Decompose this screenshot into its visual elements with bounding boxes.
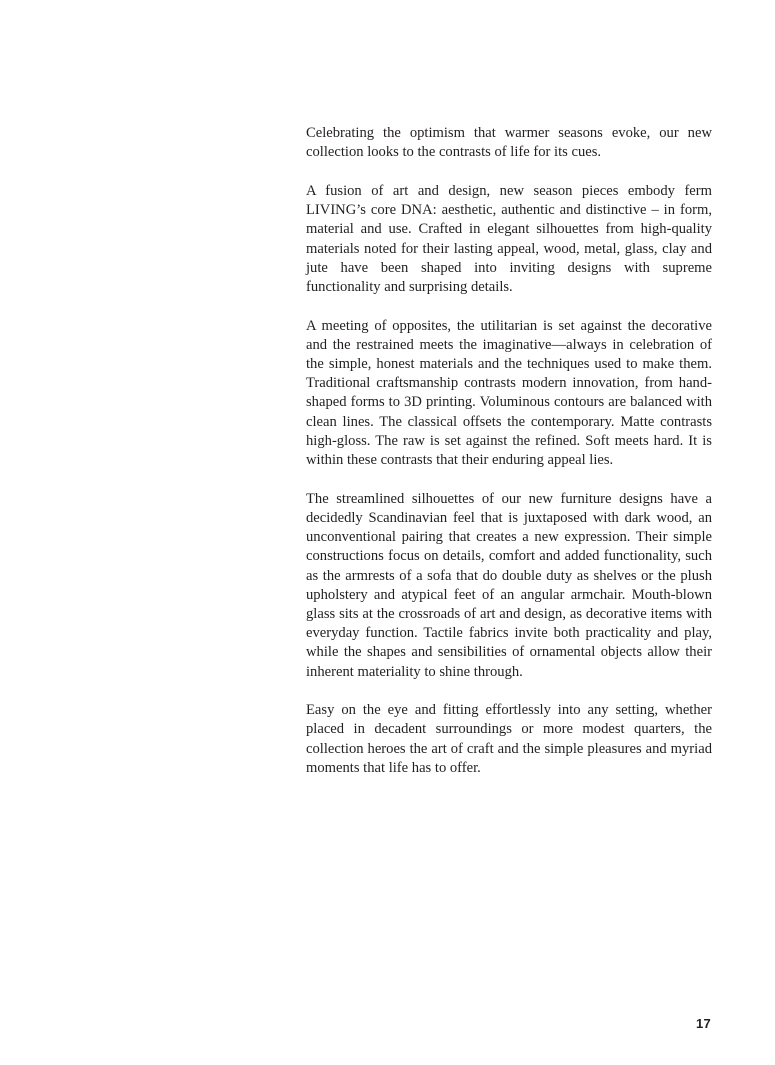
paragraph-closing: Easy on the eye and fitting effortlessly into any setting, whether placed in decadent surroundings or more modest quarters, the collection heroes the art of craft and the simple pleasures and myriad moments that life has to offer. (306, 702, 712, 776)
page-number: 17 (695, 1016, 711, 1031)
body-text-column (306, 124, 712, 778)
paragraph-fusion: A fusion of art and design, new season pieces embody ferm LIVING’s core DNA: aesthetic, authentic and distinctive – in form, material and use. Crafted in elegant silhouettes from high-quality materials noted for their lasting appeal, wood, metal, glass, clay and jute have been shaped into inviting designs with supreme functionality and surprising details. (306, 182, 712, 295)
paragraph-furniture: The streamlined silhouettes of our new furniture designs have a decidedly Scandinavian feel that is juxtaposed with dark wood, an unconventional pairing that creates a new expression. Their simple constructions focus on details, comfort and added functionality, such as the armrests of a sofa that do double duty as shelves or the plush upholstery and atypical feet of an angular armchair. Mouth-blown glass sits at the crossroads of art and design, as decorative items with everyday function. Tactile fabrics invite both practicality and play, while the shapes and sensibilities of ornamental objects allow their inherent materiality to shine through. (306, 490, 712, 680)
paragraph-opposites: A meeting of opposites, the utilitarian is set against the decorative and the restrained meets the imaginative—always in celebration of the simple, honest materials and the techniques used to make them. Traditional craftsmanship contrasts modern innovation, from hand-shaped forms to 3D printing. Voluminous contours are balanced with clean lines. The classical offsets the contemporary. Matte contrasts high-gloss. The raw is set against the refined. Soft meets hard. It is within these contrasts that their enduring appeal lies. (306, 317, 712, 469)
paragraph-intro: Celebrating the optimism that warmer seasons evoke, our new collection looks to the contrasts of life for its cues. (306, 125, 712, 161)
